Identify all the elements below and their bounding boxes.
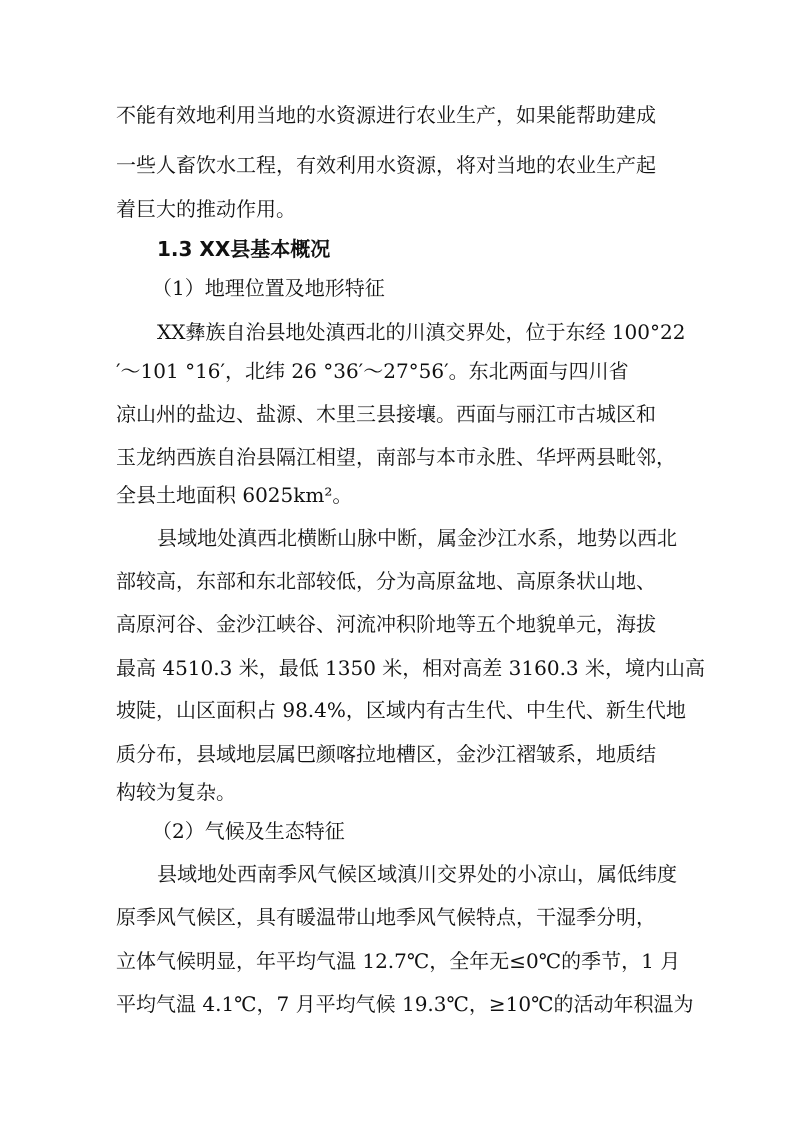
line-text: 构较为复杂。	[116, 780, 236, 804]
text-line	[0, 145, 794, 185]
subsection-title-text: （1）地理位置及地形特征	[152, 276, 385, 300]
text-line	[0, 604, 794, 644]
text-line	[0, 189, 794, 229]
subsection-title	[0, 268, 794, 308]
line-text: 部较高，东部和东北部较低，分为高原盆地、高原条状山地、	[116, 569, 656, 593]
text-line	[0, 437, 794, 477]
section-heading	[0, 229, 794, 269]
line-text: 坡陡，山区面积占 98.4%，区域内有古生代、中生代、新生代地	[116, 698, 686, 722]
line-text: 一些人畜饮水工程，有效利用水资源，将对当地的农业生产起	[116, 153, 656, 177]
line-text: 全县土地面积 6025km²。	[116, 483, 353, 507]
line-text: 凉山州的盐边、盐源、木里三县接壤。西面与丽江市古城区和	[116, 402, 656, 426]
text-line	[0, 351, 794, 391]
text-line	[0, 648, 794, 688]
text-line	[0, 95, 794, 135]
line-text: 质分布，县域地层属巴颜喀拉地槽区，金沙江褶皱系，地质结	[116, 742, 656, 766]
line-text: 最高 4510.3 米，最低 1350 米，相对高差 3160.3 米，境内山高	[116, 656, 706, 680]
text-line	[0, 312, 794, 352]
text-line	[0, 854, 794, 894]
text-line	[0, 690, 794, 730]
line-text: 县域地处西南季风气候区域滇川交界处的小凉山，属低纬度	[157, 862, 677, 886]
text-line	[0, 772, 794, 812]
line-text: 立体气候明显，年平均气温 12.7℃，全年无≤0℃的季节，1 月	[116, 949, 681, 973]
text-line	[0, 475, 794, 515]
line-text: 高原河谷、金沙江峡谷、河流冲积阶地等五个地貌单元，海拔	[116, 612, 656, 636]
text-line	[0, 394, 794, 434]
line-text: 着巨大的推动作用。	[116, 197, 296, 221]
line-text: 不能有效地利用当地的水资源进行农业生产，如果能帮助建成	[116, 103, 656, 127]
subsection-title-text: （2）气候及生态特征	[152, 819, 345, 843]
text-line	[0, 518, 794, 558]
subsection-title	[0, 811, 794, 851]
line-text: 原季风气候区，具有暖温带山地季风气候特点，干湿季分明，	[116, 905, 656, 929]
line-text: 县域地处滇西北横断山脉中断，属金沙江水系，地势以西北	[157, 526, 677, 550]
line-text: 平均气温 4.1℃，7 月平均气候 19.3℃，≥10℃的活动年积温为	[116, 992, 694, 1016]
line-text: ′～101 °16′，北纬 26 °36′～27°56′。东北两面与四川省	[116, 359, 629, 383]
text-line	[0, 941, 794, 981]
section-heading-text: 1.3 XX县基本概况	[157, 237, 331, 261]
text-line	[0, 984, 794, 1024]
text-line	[0, 734, 794, 774]
text-line	[0, 897, 794, 937]
text-line	[0, 561, 794, 601]
line-text: XX彝族自治县地处滇西北的川滇交界处，位于东经 100°22	[157, 320, 686, 344]
line-text: 玉龙纳西族自治县隔江相望，南部与本市永胜、华坪两县毗邻，	[116, 445, 676, 469]
